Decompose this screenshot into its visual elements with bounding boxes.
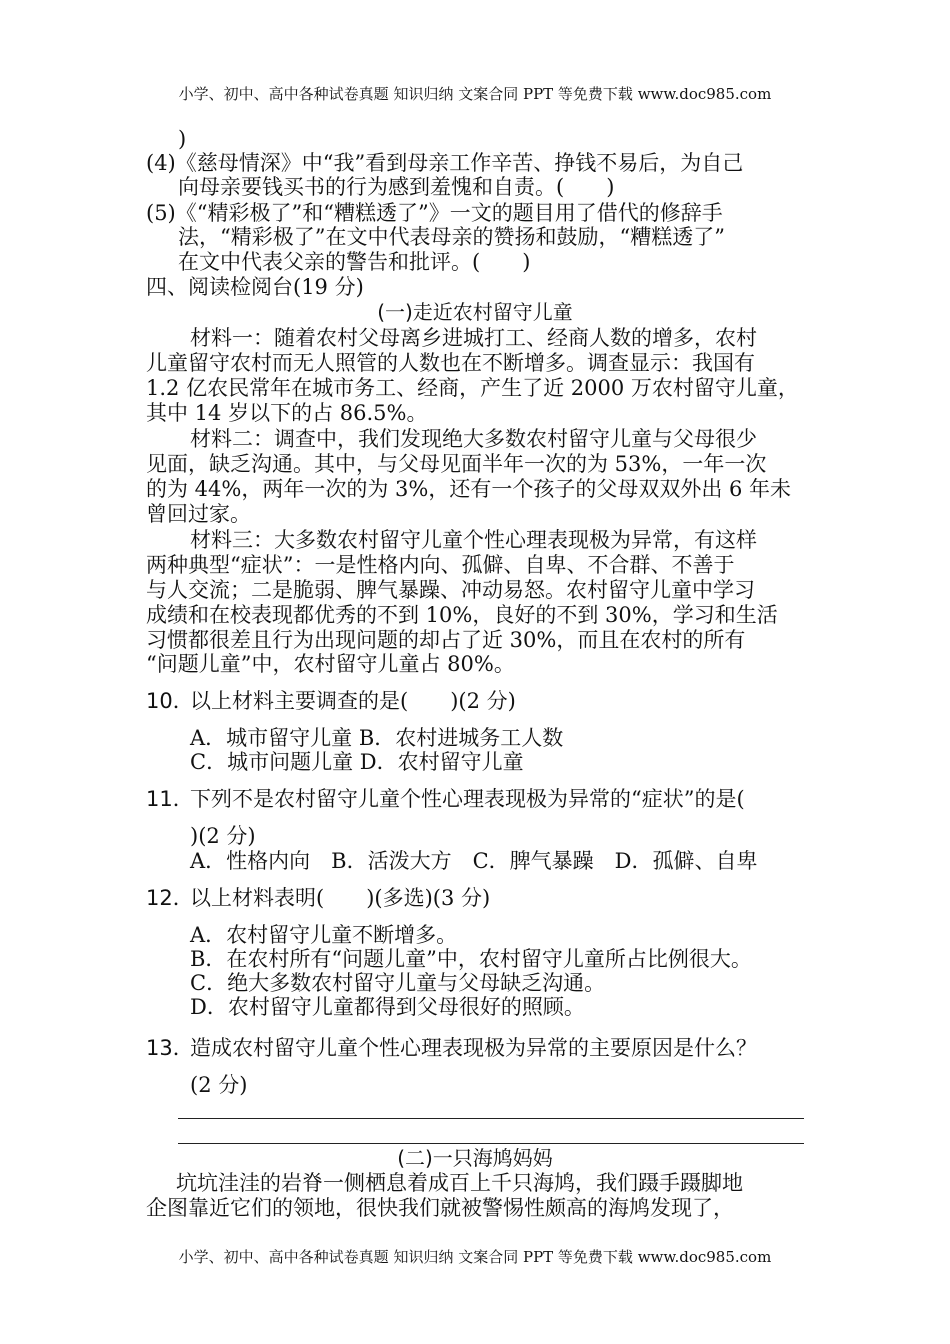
- answer-line-2: [178, 1143, 804, 1144]
- close-paren: ): [178, 127, 187, 151]
- page-header: 小学、初中、高中各种试卷真题 知识归纳 文案合同 PPT 等免费下载 www.doc985.com: [178, 85, 772, 103]
- q10-options-line1: A．城市留守儿童 B．农村进城务工人数: [190, 726, 564, 750]
- q13-number: 13．: [146, 1036, 194, 1060]
- material2-line1: 材料二：调查中，我们发现绝大多数农村留守儿童与父母很少: [190, 427, 757, 451]
- q11-stem: 下列不是农村留守儿童个性心理表现极为异常的“症状”的是(: [190, 787, 745, 811]
- material3-line2: 两种典型“症状”：一是性格内向、孤僻、自卑、不合群、不善于: [146, 553, 735, 577]
- material3-line3: 与人交流；二是脆弱、脾气暴躁、冲动易怒。农村留守儿童中学习: [146, 578, 755, 602]
- q10-options-line2: C．城市问题儿童 D．农村留守儿童: [190, 750, 524, 774]
- q12-number: 12．: [146, 886, 194, 910]
- item5-line1: (5)《“精彩极了”和“糟糕透了”》一文的题目用了借代的修辞手: [146, 201, 723, 225]
- q12-stem: 以上材料表明( )(多选)(3 分): [190, 886, 491, 910]
- material1-line1: 材料一：随着农村父母离乡进城打工、经商人数的增多，农村: [190, 326, 757, 350]
- q13-stem: 造成农村留守儿童个性心理表现极为异常的主要原因是什么？: [190, 1036, 757, 1060]
- q10-number: 10．: [146, 689, 194, 713]
- q12-option-d: D．农村留守儿童都得到父母很好的照顾。: [190, 995, 585, 1019]
- material1-line4: 其中 14 岁以下的占 86.5%。: [146, 401, 428, 425]
- q11-number: 11．: [146, 787, 194, 811]
- material2-line3: 的为 44%，两年一次的为 3%，还有一个孩子的父母双双外出 6 年未: [146, 477, 792, 501]
- q12-option-a: A．农村留守儿童不断增多。: [190, 923, 458, 947]
- item5-line2: 法，“精彩极了”在文中代表母亲的赞扬和鼓励，“糟糕透了”: [178, 225, 725, 249]
- section2-title: (二)一只海鸠妈妈: [397, 1146, 553, 1170]
- section1-title: (一)走近农村留守儿童: [377, 300, 573, 324]
- section2-para-line1: 坑坑洼洼的岩脊一侧栖息着成百上千只海鸠，我们蹑手蹑脚地: [176, 1171, 743, 1195]
- q12-option-c: C．绝大多数农村留守儿童与父母缺乏沟通。: [190, 971, 606, 995]
- material3-line1: 材料三：大多数农村留守儿童个性心理表现极为异常，有这样: [190, 528, 757, 552]
- answer-line-1: [178, 1118, 804, 1119]
- q11-options: A．性格内向 B．活泼大方 C．脾气暴躁 D．孤僻、自卑: [190, 849, 758, 873]
- page-footer: 小学、初中、高中各种试卷真题 知识归纳 文案合同 PPT 等免费下载 www.doc985.com: [178, 1248, 772, 1266]
- section2-para-line2: 企图靠近它们的领地，很快我们就被警惕性颇高的海鸠发现了，: [146, 1196, 734, 1220]
- q12-option-b: B．在农村所有“问题儿童”中，农村留守儿童所占比例很大。: [190, 947, 752, 971]
- material1-line3: 1.2 亿农民常年在城市务工、经商，产生了近 2000 万农村留守儿童，: [146, 376, 799, 400]
- material3-line4: 成绩和在校表现都优秀的不到 10%，良好的不到 30%，学习和生活: [146, 603, 778, 627]
- item4-line2: 向母亲要钱买书的行为感到羞愧和自责。( ): [178, 175, 615, 199]
- q10-stem: 以上材料主要调查的是( )(2 分): [190, 689, 516, 713]
- item5-line3: 在文中代表父亲的警告和批评。( ): [178, 250, 531, 274]
- material3-line5: 习惯都很差且行为出现问题的却占了近 30%，而且在农村的所有: [146, 628, 746, 652]
- material2-line4: 曾回过家。: [146, 502, 251, 526]
- q13-stem-cont: (2 分): [190, 1073, 248, 1097]
- material1-line2: 儿童留守农村而无人照管的人数也在不断增多。调查显示：我国有: [146, 351, 755, 375]
- q11-stem-cont: )(2 分): [190, 824, 256, 848]
- item4-line1: (4)《慈母情深》中“我”看到母亲工作辛苦、挣钱不易后，为自己: [146, 151, 744, 175]
- material3-line6: “问题儿童”中，农村留守儿童占 80%。: [146, 652, 515, 676]
- material2-line2: 见面，缺乏沟通。其中，与父母见面半年一次的为 53%，一年一次: [146, 452, 767, 476]
- part4-title: 四、阅读检阅台(19 分): [146, 275, 364, 299]
